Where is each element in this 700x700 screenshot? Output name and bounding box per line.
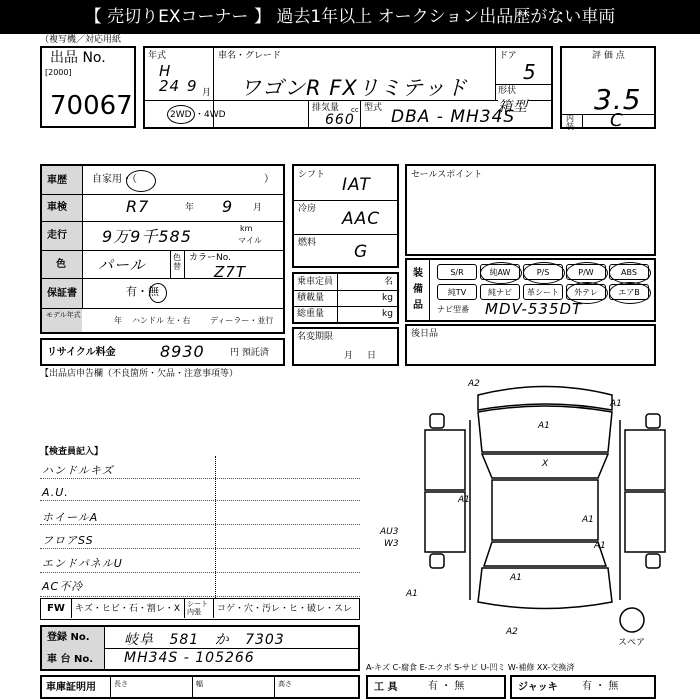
interior-label-2: 装 bbox=[566, 122, 574, 131]
ac-value: AAC bbox=[342, 209, 381, 229]
fuel-label: 燃料 bbox=[298, 238, 317, 248]
alloy-circle bbox=[480, 262, 522, 284]
inspection-month-unit: 月 bbox=[253, 203, 263, 213]
lot-year-tag: [2000] bbox=[45, 68, 72, 77]
sales-point-label: セールスポイント bbox=[411, 170, 483, 180]
score-box bbox=[560, 46, 656, 129]
tools-label: 工 具 bbox=[374, 682, 398, 693]
option-airbag: エアB bbox=[609, 284, 649, 300]
tools-value: 有 ・ 無 bbox=[428, 681, 465, 692]
legend: A-キズ C-腐食 E-エクボ S-サビ U-凹ミ W-補修 XX-交換済 bbox=[366, 663, 575, 672]
weight-label: 総重量 bbox=[297, 309, 325, 319]
mark-left-bottom: A1 bbox=[406, 589, 418, 599]
color-code-label: カラーNo. bbox=[189, 253, 231, 263]
after-label: 後日品 bbox=[411, 329, 439, 339]
mark-rear-bumper: A2 bbox=[506, 627, 518, 637]
ps-circle bbox=[523, 262, 565, 284]
lot-number: 70067 bbox=[50, 91, 133, 121]
door-value: 5 bbox=[523, 60, 537, 84]
private-circle bbox=[126, 170, 156, 192]
capacity-unit: 名 bbox=[384, 277, 394, 287]
warranty-circle bbox=[149, 283, 167, 303]
capacity-label: 乗車定員 bbox=[297, 277, 334, 287]
garage-cert-box bbox=[40, 675, 360, 699]
history-close: ） bbox=[264, 174, 274, 185]
mark-left-side-1: AU3 bbox=[380, 527, 399, 537]
mileage-label: 走行 bbox=[47, 230, 67, 241]
top-note: （複写機／対応用紙 bbox=[40, 35, 122, 45]
option-tv: 純TV bbox=[437, 284, 477, 300]
option-sr: S/R bbox=[437, 264, 477, 280]
inspector-label: 【検査員記入】 bbox=[40, 447, 104, 457]
mark-right-front: A1 bbox=[582, 515, 594, 525]
capacity-box bbox=[292, 272, 399, 324]
declaration-label: 【出品店申告欄（不良箇所・欠品・注意事項等） bbox=[40, 369, 239, 379]
equipment-label: 装備品 bbox=[413, 268, 423, 311]
registration-label: 登録 No. bbox=[47, 632, 90, 643]
navi-label: ナビ型番 bbox=[437, 305, 469, 314]
option-ext-tv: 外テレ bbox=[566, 284, 606, 300]
weight-unit: kg bbox=[382, 309, 393, 319]
option-navi: 純ナビ bbox=[480, 284, 520, 300]
option-alloy: 純AW bbox=[480, 264, 520, 280]
load-unit: kg bbox=[382, 293, 393, 303]
inspector-note-6: AC不冷 bbox=[42, 580, 84, 593]
drive-2wd: 2WD bbox=[170, 110, 192, 120]
option-leather: 革シート bbox=[523, 284, 563, 300]
month-unit: 月 bbox=[202, 88, 212, 98]
model-value: ワゴンR FXリミテッド bbox=[240, 76, 468, 100]
title-banner: 【 売切りEXコーナー 】 過去1年以上 オークション出品歴がない車両 bbox=[0, 0, 700, 34]
recycle-label: リサイクル料金 bbox=[47, 347, 116, 358]
period-label: 車庫証明用 bbox=[46, 682, 96, 693]
model-year-label: モデル年式 bbox=[46, 311, 81, 319]
mark-left-front: A1 bbox=[458, 495, 470, 505]
spare-label: スペア bbox=[618, 638, 646, 648]
inspection-label: 車検 bbox=[47, 202, 67, 213]
lot-box bbox=[40, 46, 136, 128]
mark-right-rear: A1 bbox=[594, 541, 606, 551]
era-value: H bbox=[159, 62, 172, 80]
model-year-unit: 年 bbox=[114, 316, 122, 325]
drive-circle bbox=[167, 105, 195, 124]
door-label: ドア bbox=[499, 51, 517, 61]
specs-box bbox=[292, 164, 399, 268]
ac-label: 冷房 bbox=[298, 204, 317, 214]
name-change-box bbox=[292, 327, 399, 366]
equipment-box bbox=[405, 258, 656, 322]
chassis-value: MH34S - 105266 bbox=[124, 650, 255, 666]
handle-label: ハンドル 左・右 bbox=[132, 316, 191, 325]
mark-rear: A1 bbox=[510, 573, 522, 583]
fw-text: キズ・ヒビ・石・割レ・X bbox=[75, 604, 180, 614]
dealer-label: ディーラー・並行 bbox=[210, 316, 274, 325]
load-label: 積載量 bbox=[297, 293, 325, 303]
damage-diagram bbox=[370, 370, 670, 660]
mile-unit: マイル bbox=[238, 236, 262, 245]
vehicle-header bbox=[143, 46, 553, 129]
sheet-text: コゲ・穴・汚レ・ヒ・破レ・スレ bbox=[217, 604, 353, 614]
name-change-label: 名変期限 bbox=[297, 332, 334, 342]
type-label: 型式 bbox=[364, 103, 383, 113]
inspector-note-1: ハンドルキズ bbox=[42, 464, 114, 477]
option-abs: ABS bbox=[609, 264, 649, 280]
inspection-month: 9 bbox=[222, 197, 234, 216]
length-cell: 長さ bbox=[114, 680, 128, 688]
inspector-note-5: エンドパネルU bbox=[42, 557, 123, 570]
history-label: 車歴 bbox=[47, 175, 67, 186]
recycle-value: 8930 bbox=[160, 342, 205, 361]
inspector-note-2: A.U. bbox=[42, 486, 69, 499]
km-unit: km bbox=[240, 224, 253, 233]
warranty-value: 有・無 bbox=[126, 285, 159, 298]
year-value: 24 bbox=[159, 77, 181, 95]
color-change-label: 色替 bbox=[173, 253, 181, 271]
displacement-label: 排気量 bbox=[312, 103, 340, 113]
color-value: パール bbox=[98, 256, 146, 274]
history-value: 自家用・（ bbox=[92, 174, 137, 185]
option-pw: P/W bbox=[566, 264, 606, 280]
navi-value: MDV-535DT bbox=[485, 300, 583, 318]
name-change-unit: 月日 bbox=[344, 351, 391, 361]
type-value: DBA - MH34S bbox=[391, 107, 516, 127]
cc-unit: cc bbox=[351, 106, 359, 114]
recycle-unit: 円 預託済 bbox=[230, 348, 269, 358]
jack-value: 有 ・ 無 bbox=[582, 681, 619, 692]
shift-label: シフト bbox=[298, 170, 326, 180]
warranty-label: 保証書 bbox=[47, 288, 77, 299]
mark-right-top: A1 bbox=[610, 399, 622, 409]
mark-hood: A1 bbox=[538, 421, 550, 431]
interior-label-1: 内 bbox=[566, 114, 574, 123]
width-cell: 幅 bbox=[196, 680, 203, 688]
interior-value: C bbox=[610, 110, 624, 131]
year-unit: 年 bbox=[185, 203, 195, 213]
mark-front-bumper: A2 bbox=[468, 379, 480, 389]
history-box bbox=[40, 164, 285, 334]
lot-label: 出品 No. bbox=[50, 50, 106, 66]
sales-point-box bbox=[405, 164, 656, 256]
score-value: 3.5 bbox=[594, 83, 642, 116]
registration-value: 岐阜 581 か 7303 bbox=[124, 632, 285, 648]
color-label: 色 bbox=[56, 259, 66, 270]
fw-label: FW bbox=[47, 603, 65, 614]
year-label: 年式 bbox=[148, 51, 167, 61]
recycle-box bbox=[40, 338, 285, 366]
inspection-era: R7 bbox=[126, 197, 150, 216]
displacement-value: 660 bbox=[325, 112, 355, 128]
abs-circle bbox=[609, 262, 651, 284]
shape-value: 箱型 bbox=[498, 96, 528, 116]
month-value: 9 bbox=[187, 77, 198, 95]
mark-left-side-2: W3 bbox=[384, 539, 399, 549]
sheet-label: シート内張 bbox=[187, 600, 208, 616]
mileage-value: 9万9千585 bbox=[102, 227, 192, 246]
color-code-value: Z7T bbox=[214, 263, 246, 281]
shape-label: 形状 bbox=[498, 86, 517, 96]
option-ps: P/S bbox=[523, 264, 563, 280]
model-label: 車名・グレード bbox=[218, 51, 282, 61]
shift-value: IAT bbox=[342, 175, 371, 195]
airbag-circle bbox=[609, 282, 651, 304]
mark-windshield: X bbox=[542, 459, 549, 469]
score-label: 評 価 点 bbox=[592, 51, 625, 61]
inspector-note-3: ホイールA bbox=[42, 511, 99, 524]
height-cell: 高さ bbox=[278, 680, 292, 688]
chassis-label: 車 台 No. bbox=[47, 654, 94, 665]
jack-label: ジャッキ bbox=[518, 682, 558, 693]
registration-box bbox=[40, 625, 360, 671]
damage-row bbox=[40, 598, 360, 620]
pw-circle bbox=[566, 262, 608, 284]
inspector-note-4: フロアSS bbox=[42, 534, 94, 547]
jack-box bbox=[510, 675, 656, 699]
drive-4wd: ・4WD bbox=[195, 110, 226, 120]
after-items-box bbox=[405, 324, 656, 366]
tools-box bbox=[366, 675, 506, 699]
fuel-value: G bbox=[354, 242, 369, 262]
